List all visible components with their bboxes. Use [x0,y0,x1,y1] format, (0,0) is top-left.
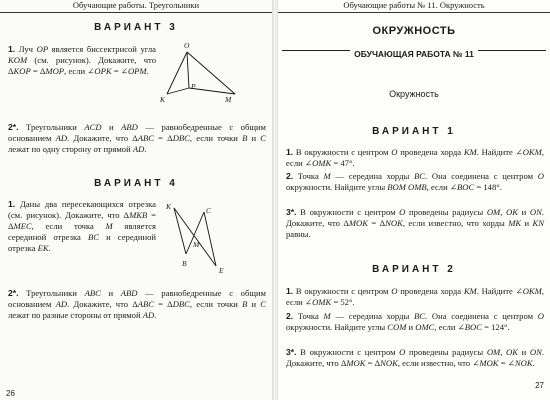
variant4-problem2: 2*. Треугольники ABC и ABD — равнобедренные с общим основанием AD. Докажите, что ΔABC = ΔDBC, если точки B и C лежат по разные стороны от прямой AD. [8,288,266,320]
variant2-heading: ВАРИАНТ 2 [372,264,456,275]
variant1-problem1: 1. В окружности с центром O проведена хорда KM. Найдите ∠OKM, если ∠OMK = 47°. [286,147,544,168]
variant4-problem1: 1. Даны два пересекающихся отрезка (см. рисунок). Докажите, что ΔMKB = ΔMEC, если точка M является серединой отрезка BC и серединой отрезка EK. [8,199,156,253]
variant2-problem3: 3*. В окружности с центром O проведены радиусы OM, OK и ON. Докажите, что ΔMOK = ΔNOK, если известно, что ∠MOK = ∠NOK. [286,347,544,368]
work-title-wrap [278,44,550,62]
variant1-heading: ВАРИАНТ 1 [372,126,456,137]
figure2-label-K: K [166,202,172,211]
figure1-label-O: O [184,41,190,50]
variant3-problem1: 1. Луч OP является биссектрисой угла KOM (см. рисунок). Докажите, что ΔKOP = ΔMOP, если ∠OPK = ∠OPM. [8,44,156,76]
figure2-label-C: C [206,206,212,215]
right-running-head: Обучающие работы № 11. Окружность [278,0,550,13]
variant3-problem2: 2*. Треугольники ACD и ABD — равнобедренные с общим основанием AD. Докажите, что ΔABC = ΔDBC, если точки B и C лежат по одну сторону от прямой AD. [8,122,266,154]
figure1-label-P: P [191,82,196,91]
left-running-head: Обучающие работы. Треугольники [0,0,272,13]
variant2-problem2: 2. Точка M — середина хорды BC. Она соединена с центром O окружности. Найдите углы COM и OMC, если ∠BOC = 124°. [286,311,545,332]
figure1-label-M: M [225,95,232,104]
chapter-title: ОКРУЖНОСТЬ [372,25,456,37]
work-title: ОБУЧАЮЩАЯ РАБОТА № 11 [350,49,478,59]
left-page [0,0,272,400]
left-page-number: 26 [6,389,15,398]
figure2-label-E: E [219,266,224,275]
right-page-number: 27 [535,381,544,390]
segment-KP [167,88,189,94]
segment-OP [187,52,189,88]
figure-bisector [155,40,270,110]
variant3-heading: ВАРИАНТ 3 [94,22,178,33]
variant1-problem2: 2. Точка M — середина хорды BC. Она соединена с центром O окружности. Найдите углы BOM OMB, если ∠BOC = 148°. [286,171,545,192]
figure2-label-M: M [193,240,200,249]
variant4-heading: ВАРИАНТ 4 [94,178,178,189]
segment-KB [174,208,186,254]
topic-label: Окружность [389,89,439,99]
variant2-problem1: 1. В окружности с центром O проведена хорда KM. Найдите ∠OKM, если ∠OMK = 52°. [286,286,544,307]
figure2-label-B: B [182,259,187,268]
variant1-problem3: 3*. В окружности с центром O проведены радиусы OM, OK и ON. Докажите, что ΔMOK = ΔNOK, если известно, что хорды MK и KN равны. [286,207,544,239]
segment-OK [167,52,187,94]
right-page [278,0,550,400]
figure1-label-K: K [160,95,166,104]
